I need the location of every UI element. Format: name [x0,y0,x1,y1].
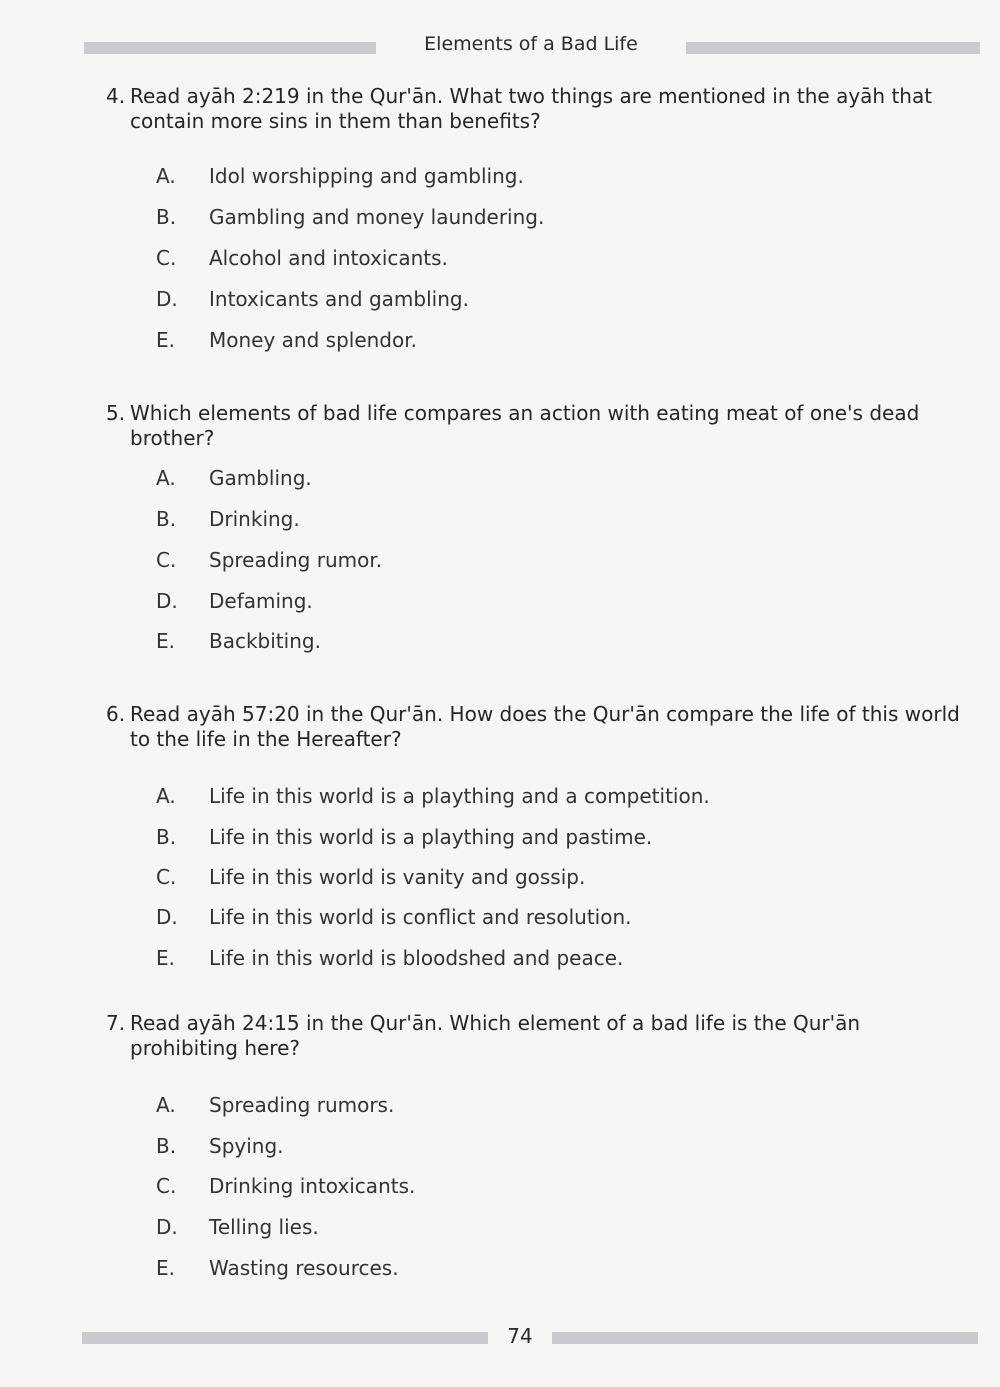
question-text: Which elements of bad life compares an action with eating meat of one's dead brother? [130,401,920,450]
answer-option[interactable] [156,246,448,270]
answer-option[interactable] [156,328,417,352]
answer-option[interactable] [156,905,632,929]
question-text: Read ayāh 24:15 in the Qur'ān. Which element of a bad life is the Qur'ān prohibiting here? [130,1011,861,1060]
option-text: Life in this world is vanity and gossip. [209,865,586,889]
option-letter: C. [156,865,177,889]
answer-option[interactable] [156,1215,319,1239]
answer-option[interactable] [156,1093,394,1117]
option-text: Spying. [209,1134,284,1158]
question-stem [106,401,966,451]
option-letter: C. [156,548,177,572]
option-text: Life in this world is conflict and resolution. [209,905,632,929]
answer-option[interactable] [156,164,524,188]
option-letter: E. [156,1256,175,1280]
question-text: Read ayāh 57:20 in the Qur'ān. How does the Qur'ān compare the life of this world to the life in the Hereafter? [130,702,960,751]
option-text: Life in this world is a plaything and pastime. [209,825,653,849]
question-number: 6. [106,702,126,726]
header-rule-right [686,42,980,54]
question-stem [106,84,966,134]
header-title: Elements of a Bad Life [424,33,638,55]
question-number: 4. [106,84,126,108]
answer-option[interactable] [156,466,312,490]
option-letter: A. [156,784,176,808]
answer-option[interactable] [156,784,710,808]
option-text: Backbiting. [209,629,321,653]
option-letter: D. [156,287,178,311]
question-7 [106,1011,966,1280]
option-text: Intoxicants and gambling. [209,287,469,311]
option-letter: B. [156,507,177,531]
answer-option[interactable] [156,1256,399,1280]
option-text: Alcohol and intoxicants. [209,246,448,270]
answer-option[interactable] [156,946,623,970]
question-number: 5. [106,401,126,425]
answer-option[interactable] [156,1134,284,1158]
footer-rule-right [552,1332,978,1344]
option-letter: E. [156,629,175,653]
option-text: Idol worshipping and gambling. [209,164,524,188]
question-6 [106,702,966,970]
option-letter: C. [156,246,177,270]
option-letter: A. [156,164,176,188]
option-text: Wasting resources. [209,1256,399,1280]
option-text: Spreading rumor. [209,548,383,572]
option-text: Life in this world is a plaything and a competition. [209,784,710,808]
option-text: Gambling and money laundering. [209,205,545,229]
footer-rule-left [82,1332,488,1344]
option-letter: A. [156,1093,176,1117]
option-letter: D. [156,589,178,613]
option-letter: B. [156,825,177,849]
option-letter: A. [156,466,176,490]
answer-option[interactable] [156,507,300,531]
answer-option[interactable] [156,589,313,613]
answer-option[interactable] [156,548,382,572]
option-text: Defaming. [209,589,313,613]
page-number: 74 [507,1324,533,1348]
option-text: Drinking intoxicants. [209,1174,416,1198]
option-text: Spreading rumors. [209,1093,395,1117]
question-text: Read ayāh 2:219 in the Qur'ān. What two things are mentioned in the ayāh that contain more sins in them than benefits? [130,84,933,133]
answer-option[interactable] [156,865,585,889]
option-text: Gambling. [209,466,312,490]
question-stem [106,702,966,752]
question-number: 7. [106,1011,126,1035]
option-text: Life in this world is bloodshed and peace. [209,946,624,970]
option-letter: C. [156,1174,177,1198]
header-rule-left [84,42,376,54]
answer-option[interactable] [156,1174,415,1198]
answer-option[interactable] [156,825,652,849]
option-text: Telling lies. [209,1215,319,1239]
option-text: Drinking. [209,507,300,531]
question-5 [106,401,966,653]
question-stem [106,1011,966,1061]
question-4 [106,84,966,352]
option-letter: B. [156,205,177,229]
option-letter: D. [156,1215,178,1239]
option-letter: D. [156,905,178,929]
option-letter: E. [156,328,175,352]
answer-option[interactable] [156,287,469,311]
answer-option[interactable] [156,205,544,229]
answer-option[interactable] [156,629,321,653]
option-letter: B. [156,1134,177,1158]
option-letter: E. [156,946,175,970]
option-text: Money and splendor. [209,328,417,352]
